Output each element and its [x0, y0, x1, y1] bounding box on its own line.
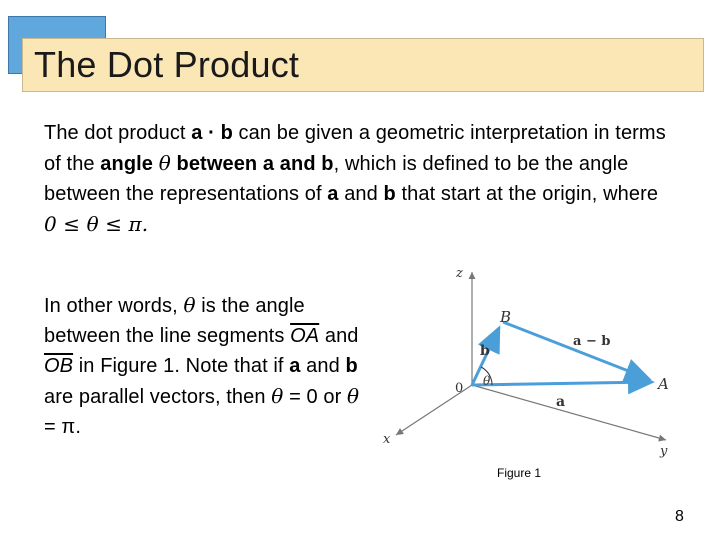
theta-symbol: θ: [158, 151, 171, 175]
y-axis: [472, 385, 666, 440]
segment-ob: $\overline{OB}$: [44, 355, 74, 377]
text: and: [338, 183, 384, 205]
y-axis-label: y: [660, 444, 668, 459]
and-term: and: [274, 153, 322, 175]
text: can be given a geometric interpretation in terms of the: [44, 122, 666, 175]
paragraph-definition: [44, 118, 684, 240]
text: = π.: [44, 416, 81, 438]
text: are parallel vectors, then: [44, 386, 272, 408]
text: In other words,: [44, 295, 184, 317]
vector-a: a: [327, 183, 339, 205]
point-a-label: A: [658, 375, 669, 393]
origin-label: 0: [455, 381, 464, 396]
segment-oa: $\overline{OA}$: [290, 325, 320, 347]
figure-vector-diagram: [370, 250, 700, 460]
vector-b: b: [321, 153, 334, 175]
vector-a-label: a: [556, 394, 566, 410]
vector-b: b: [383, 183, 396, 205]
slide-title: The Dot Product: [34, 44, 300, 85]
text: and: [319, 325, 359, 347]
vector-a: a: [289, 355, 301, 377]
x-axis-label: x: [383, 432, 391, 447]
angle-term: angle: [100, 153, 159, 175]
vector-a-arrow: [472, 382, 652, 385]
text: , which is defined to be the angle between the representations of: [44, 153, 629, 205]
text: is the angle between the line segments: [44, 295, 305, 347]
text: in Figure 1. Note that if: [73, 355, 290, 377]
between-term: between a: [170, 153, 275, 175]
text: that start at the origin, where: [395, 183, 659, 205]
vector-a: a: [191, 122, 203, 144]
vector-b-label: b: [480, 343, 490, 359]
page-number: 8: [675, 508, 684, 525]
figure-caption: Figure 1: [497, 466, 542, 480]
vector-a-minus-b-arrow: [503, 322, 649, 379]
vector-a-minus-b-label: a − b: [573, 334, 611, 349]
theta-symbol: θ: [271, 384, 284, 408]
point-b-label: B: [500, 308, 512, 326]
theta-symbol: θ: [347, 384, 360, 408]
text: The dot product: [44, 122, 192, 144]
angle-range-inequality: 0 ≤ θ ≤ π.: [44, 212, 149, 236]
dot-operator: ·: [202, 122, 221, 144]
theta-symbol: θ: [183, 293, 196, 317]
vector-b: b: [345, 355, 358, 377]
text: and: [300, 355, 346, 377]
paragraph-interpretation: [44, 290, 374, 442]
vector-b: b: [220, 122, 233, 144]
text: = 0 or: [283, 386, 348, 408]
theta-label: θ: [483, 374, 491, 388]
z-axis-label: z: [456, 266, 463, 281]
